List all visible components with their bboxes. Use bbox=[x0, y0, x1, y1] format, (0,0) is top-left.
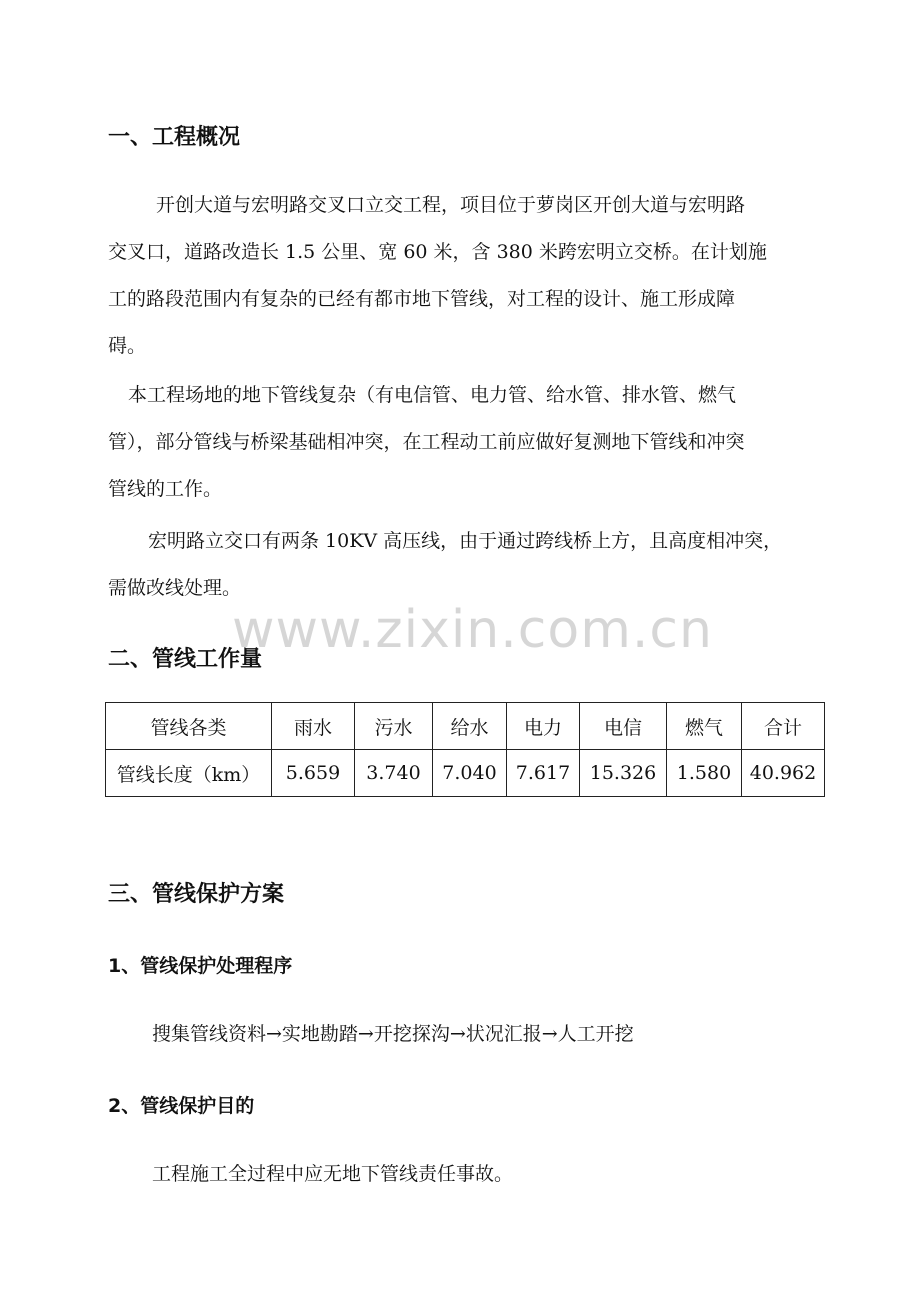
text-line: 碍。 bbox=[108, 335, 147, 357]
overview-paragraph-1 bbox=[108, 182, 828, 370]
subsection-title-procedure: 1、管线保护处理程序 bbox=[108, 955, 293, 977]
table-cell: 40.962 bbox=[742, 750, 825, 797]
pipeline-workload-table bbox=[105, 702, 825, 797]
section-title-workload: 二、管线工作量 bbox=[108, 647, 263, 672]
table-cell: 5.659 bbox=[272, 750, 355, 797]
procedure-text: 搜集管线资料→实地勘踏→开挖探沟→状况汇报→人工开挖 bbox=[152, 1023, 634, 1045]
table-cell: 雨水 bbox=[272, 703, 355, 750]
subsection-title-purpose: 2、管线保护目的 bbox=[108, 1095, 255, 1117]
text-line: 需做改线处理。 bbox=[108, 577, 242, 599]
section-title-overview: 一、工程概况 bbox=[108, 125, 241, 150]
table-cell: 15.326 bbox=[580, 750, 667, 797]
table-cell: 1.580 bbox=[667, 750, 742, 797]
purpose-text: 工程施工全过程中应无地下管线责任事故。 bbox=[152, 1163, 514, 1185]
table-cell: 合计 bbox=[742, 703, 825, 750]
table-cell: 给水 bbox=[433, 703, 507, 750]
table-cell: 电信 bbox=[580, 703, 667, 750]
text-line: 工的路段范围内有复杂的已经有都市地下管线，对工程的设计、施工形成障 bbox=[108, 288, 736, 310]
table-row bbox=[106, 750, 825, 797]
overview-paragraph-2 bbox=[108, 372, 828, 513]
table-cell: 7.617 bbox=[507, 750, 580, 797]
table-cell: 7.040 bbox=[433, 750, 507, 797]
text-line: 交叉口，道路改造长 1.5 公里、宽 60 米，含 380 米跨宏明立交桥。在计划施 bbox=[108, 241, 767, 263]
section-title-protection-plan: 三、管线保护方案 bbox=[108, 882, 285, 907]
table-header-row bbox=[106, 703, 825, 750]
table-cell: 燃气 bbox=[667, 703, 742, 750]
table-cell: 管线长度（km） bbox=[106, 750, 272, 797]
watermark: www.zixin.com.cn bbox=[232, 600, 713, 660]
text-line: 开创大道与宏明路交叉口立交工程，项目位于萝岗区开创大道与宏明路 bbox=[156, 194, 746, 216]
text-line: 管），部分管线与桥梁基础相冲突，在工程动工前应做好复测地下管线和冲突 bbox=[108, 431, 745, 453]
text-line: 管线的工作。 bbox=[108, 478, 223, 500]
table-cell: 管线各类 bbox=[106, 703, 272, 750]
overview-paragraph-3 bbox=[108, 518, 828, 612]
table-cell: 污水 bbox=[355, 703, 433, 750]
text-line: 本工程场地的地下管线复杂（有电信管、电力管、给水管、排水管、燃气 bbox=[128, 384, 737, 406]
table-cell: 3.740 bbox=[355, 750, 433, 797]
text-line: 宏明路立交口有两条 10KV 高压线，由于通过跨线桥上方，且高度相冲突， bbox=[148, 530, 783, 552]
table-cell: 电力 bbox=[507, 703, 580, 750]
